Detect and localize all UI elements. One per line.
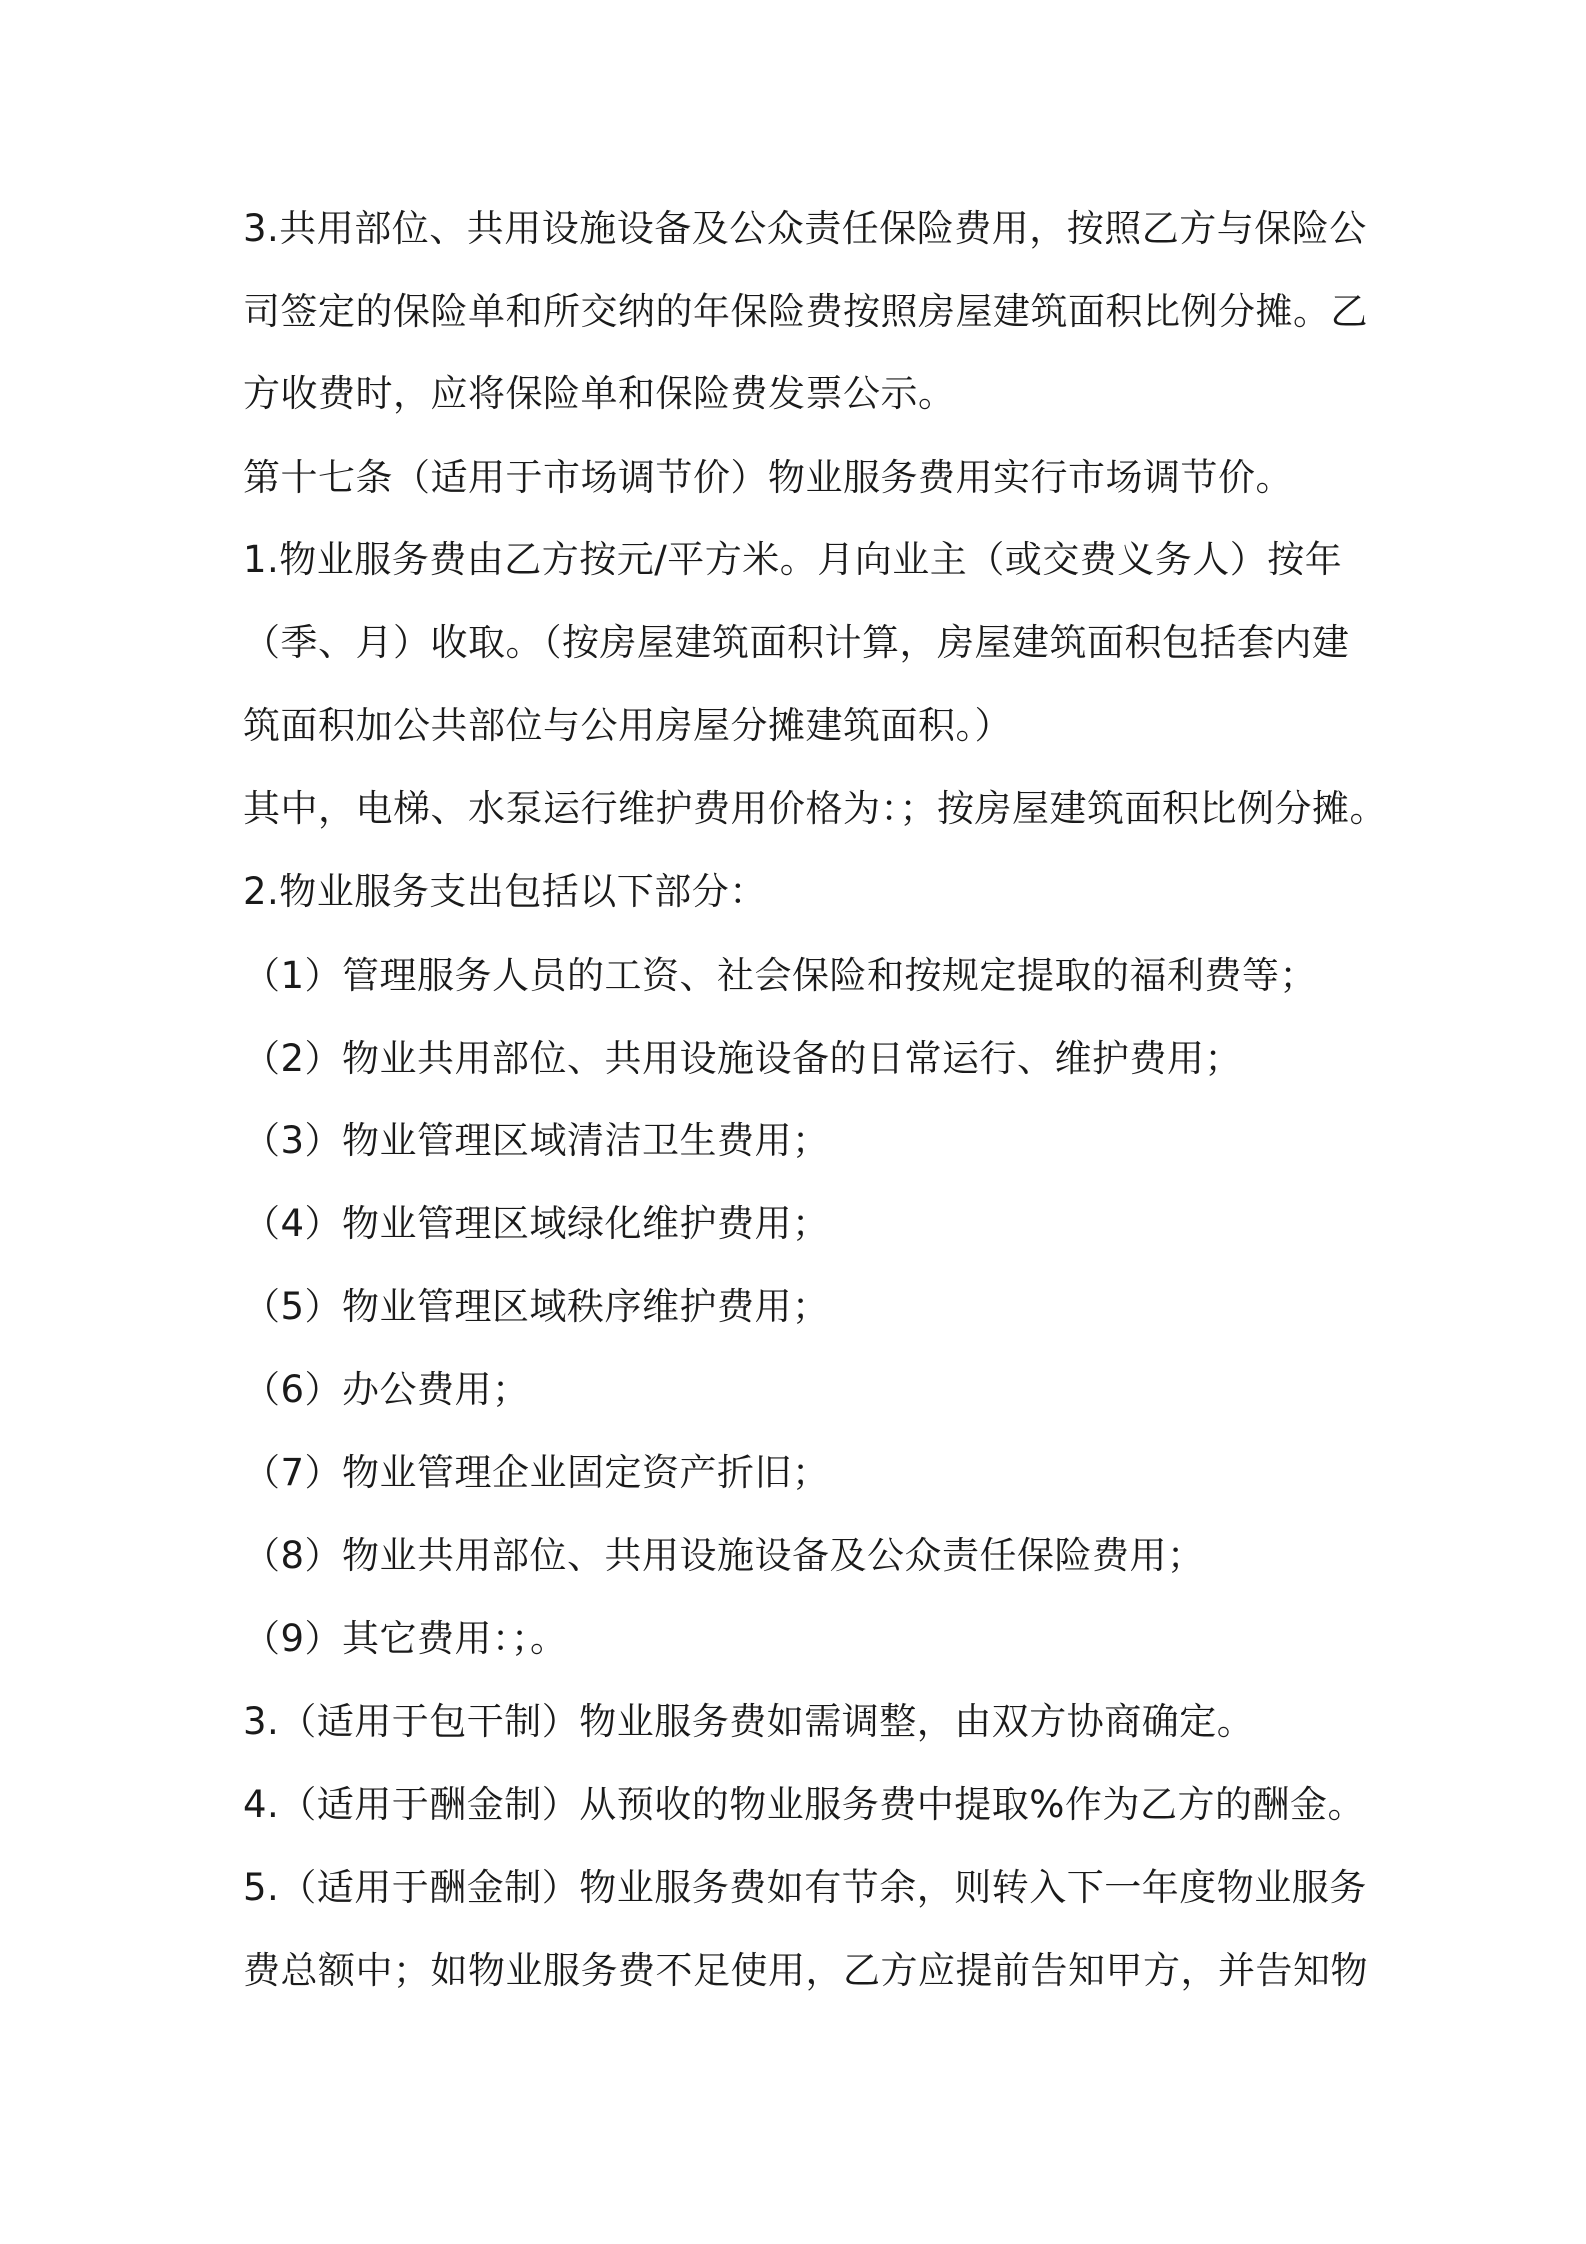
list-item: （2）物业共用部位、共用设施设备的日常运行、维护费用；: [243, 1037, 1243, 1080]
text-line: 3.（适用于包干制）物业服务费如需调整，由双方协商确定。: [243, 1700, 1255, 1743]
text-line: 3.共用部位、共用设施设备及公众责任保险费用，按照乙方与保险公: [243, 207, 1367, 250]
list-item: （8）物业共用部位、共用设施设备及公众责任保险费用；: [243, 1534, 1205, 1577]
text-line: 其中，电梯、水泵运行维护费用价格为：；按房屋建筑面积比例分摊。: [243, 787, 1387, 830]
list-item: （6）办公费用；: [243, 1368, 530, 1411]
text-line: 筑面积加公共部位与公用房屋分摊建筑面积。）: [243, 704, 1012, 747]
text-line: 4.（适用于酬金制）从预收的物业服务费中提取%作为乙方的酬金。: [243, 1783, 1365, 1826]
list-item: （9）其它费用：；。: [243, 1617, 568, 1660]
list-item: （7）物业管理企业固定资产折旧；: [243, 1451, 830, 1494]
text-line: 费总额中；如物业服务费不足使用，乙方应提前告知甲方，并告知物: [243, 1949, 1368, 1992]
text-line: （季、月）收取。（按房屋建筑面积计算，房屋建筑面积包括套内建: [243, 621, 1350, 664]
list-item: （5）物业管理区域秩序维护费用；: [243, 1285, 830, 1328]
text-line: 司签定的保险单和所交纳的年保险费按照房屋建筑面积比例分摊。乙: [243, 290, 1368, 333]
text-line: 1.物业服务费由乙方按元/平方米。月向业主（或交费义务人）按年: [243, 538, 1343, 581]
list-item: （3）物业管理区域清洁卫生费用；: [243, 1119, 830, 1162]
text-line: 5.（适用于酬金制）物业服务费如有节余，则转入下一年度物业服务: [243, 1866, 1367, 1909]
text-line: 第十七条（适用于市场调节价）物业服务费用实行市场调节价。: [243, 456, 1293, 499]
text-line: 方收费时，应将保险单和保险费发票公示。: [243, 372, 956, 415]
text-line: 2.物业服务支出包括以下部分：: [243, 870, 767, 913]
list-item: （4）物业管理区域绿化维护费用；: [243, 1202, 830, 1245]
list-item: （1）管理服务人员的工资、社会保险和按规定提取的福利费等；: [243, 954, 1318, 997]
